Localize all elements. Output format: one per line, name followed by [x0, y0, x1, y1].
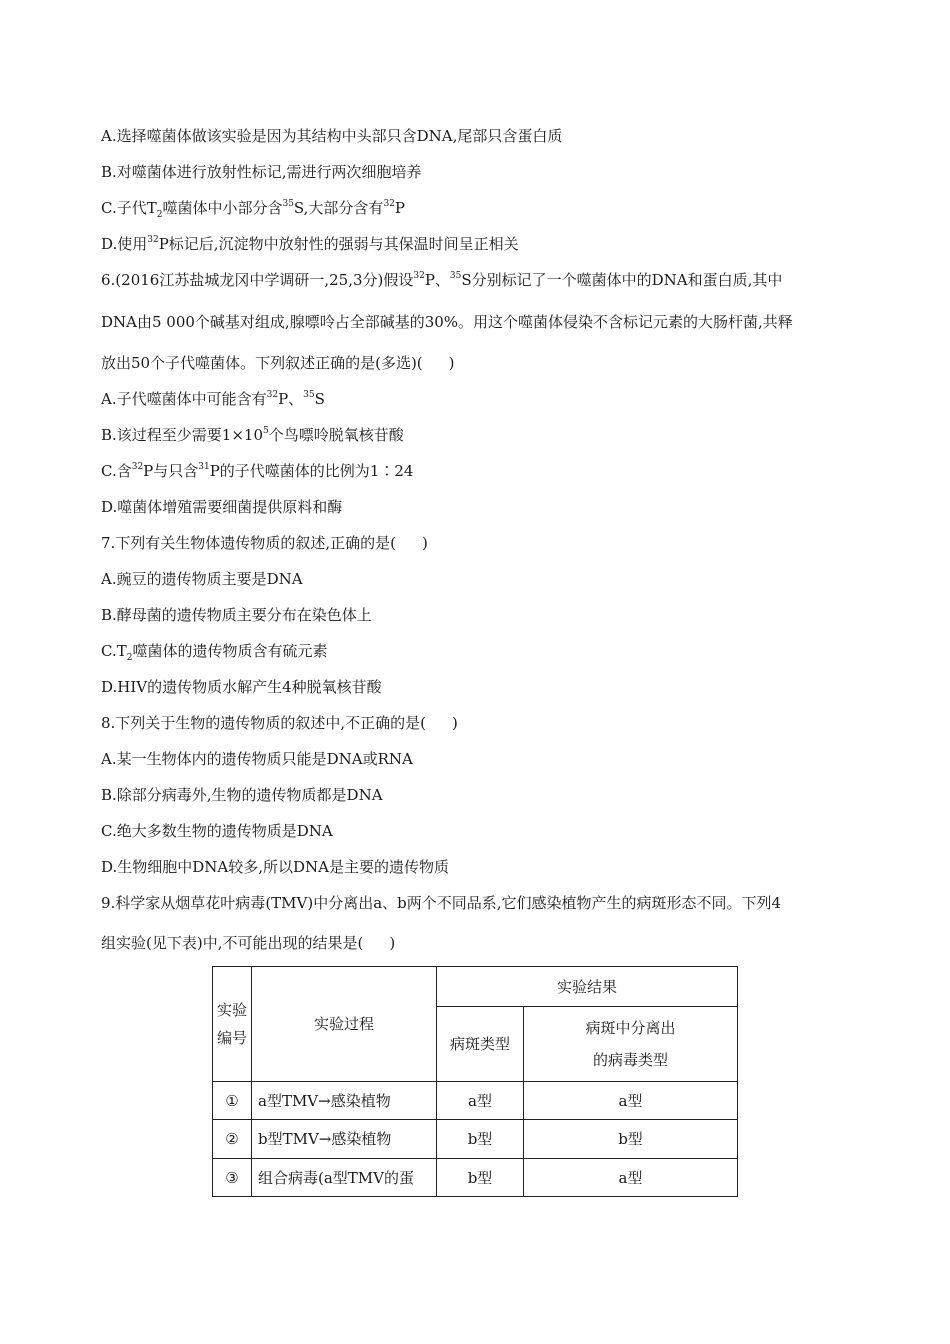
q6-stem-line-2: DNA由5 000个碱基对组成,腺嘌呤占全部碱基的30%。用这个噬菌体侵染不含标记元素的大肠杆菌,共释: [101, 313, 793, 331]
header-isolated-virus-type: 病斑中分离出 的病毒类型: [524, 1007, 738, 1082]
q6-option-d: D.噬菌体增殖需要细菌提供原料和酶: [101, 498, 343, 516]
q7-option-c: $C.T_2$噬菌体的遗传物质含有硫元素: [101, 642, 328, 663]
header-experiment-number: 实验 编号: [213, 967, 252, 1082]
row-process: a型TMV→感染植物: [252, 1082, 437, 1120]
q5-option-a: A.选择噬菌体做该实验是因为其结构中头部只含DNA,尾部只含蛋白质: [101, 127, 563, 145]
q6-stem-line-3: 放出50个子代噬菌体。下列叙述正确的是(多选)( ): [101, 354, 455, 372]
row-virus-type: b型: [524, 1120, 738, 1159]
q6-option-b: B.该过程至少需要$1\times 10^5$个鸟嘌呤脱氧核苷酸: [101, 426, 404, 444]
table-row: [213, 1120, 738, 1159]
q9-stem-line-2: 组实验(见下表)中,不可能出现的结果是( ): [101, 934, 396, 952]
row-number: ②: [213, 1120, 252, 1159]
row-process: b型TMV→感染植物: [252, 1120, 437, 1159]
q8-stem: 8.下列关于生物的遗传物质的叙述中,不正确的是( ): [101, 714, 458, 732]
row-virus-type: a型: [524, 1082, 738, 1120]
header-experiment-result: 实验结果: [437, 967, 738, 1007]
table-row: [213, 1159, 738, 1197]
q7-stem: 7.下列有关生物体遗传物质的叙述,正确的是( ): [101, 534, 428, 552]
q6-option-c: C.含$^{32}$P与只含$^{31}$P的子代噬菌体的比例为1∶24: [101, 462, 414, 480]
header-experiment-process: 实验过程: [252, 967, 437, 1082]
row-lesion-type: b型: [437, 1159, 524, 1197]
q5-option-d: D.使用$^{32}$P标记后,沉淀物中放射性的强弱与其保温时间呈正相关: [101, 235, 519, 253]
row-lesion-type: b型: [437, 1120, 524, 1159]
q8-option-c: C.绝大多数生物的遗传物质是DNA: [101, 822, 333, 840]
row-process: 组合病毒(a型TMV的蛋: [252, 1159, 437, 1197]
q7-option-a: A.豌豆的遗传物质主要是DNA: [101, 570, 303, 588]
table-row: [213, 1082, 738, 1120]
header-lesion-type: 病斑类型: [437, 1007, 524, 1082]
q8-option-d: D.生物细胞中DNA较多,所以DNA是主要的遗传物质: [101, 858, 449, 876]
q6-stem-line-1: 6.(2016江苏盐城龙冈中学调研一,25,3分)假设$^{32}$P、$^{35}$S分别标记了一个噬菌体中的DNA和蛋白质,其中: [101, 271, 783, 289]
q8-option-b: B.除部分病毒外,生物的遗传物质都是DNA: [101, 786, 383, 804]
q7-option-b: B.酵母菌的遗传物质主要分布在染色体上: [101, 606, 372, 624]
q9-stem-line-1: 9.科学家从烟草花叶病毒(TMV)中分离出a、b两个不同品系,它们感染植物产生的病斑形态不同。下列4: [101, 894, 782, 912]
row-lesion-type: a型: [437, 1082, 524, 1120]
row-number: ①: [213, 1082, 252, 1120]
q5-option-c: C.子代$T_2$噬菌体中小部分含$^{35}$S,大部分含有$^{32}$P: [101, 199, 405, 220]
q6-option-a: A.子代噬菌体中可能含有$^{32}$P、$^{35}$S: [101, 390, 325, 408]
q7-option-d: D.HIV的遗传物质水解产生4种脱氧核苷酸: [101, 678, 382, 696]
q8-option-a: A.某一生物体内的遗传物质只能是DNA或RNA: [101, 750, 413, 768]
row-number: ③: [213, 1159, 252, 1197]
experiment-table: [212, 966, 738, 1197]
q5-option-b: B.对噬菌体进行放射性标记,需进行两次细胞培养: [101, 163, 422, 181]
row-virus-type: a型: [524, 1159, 738, 1197]
